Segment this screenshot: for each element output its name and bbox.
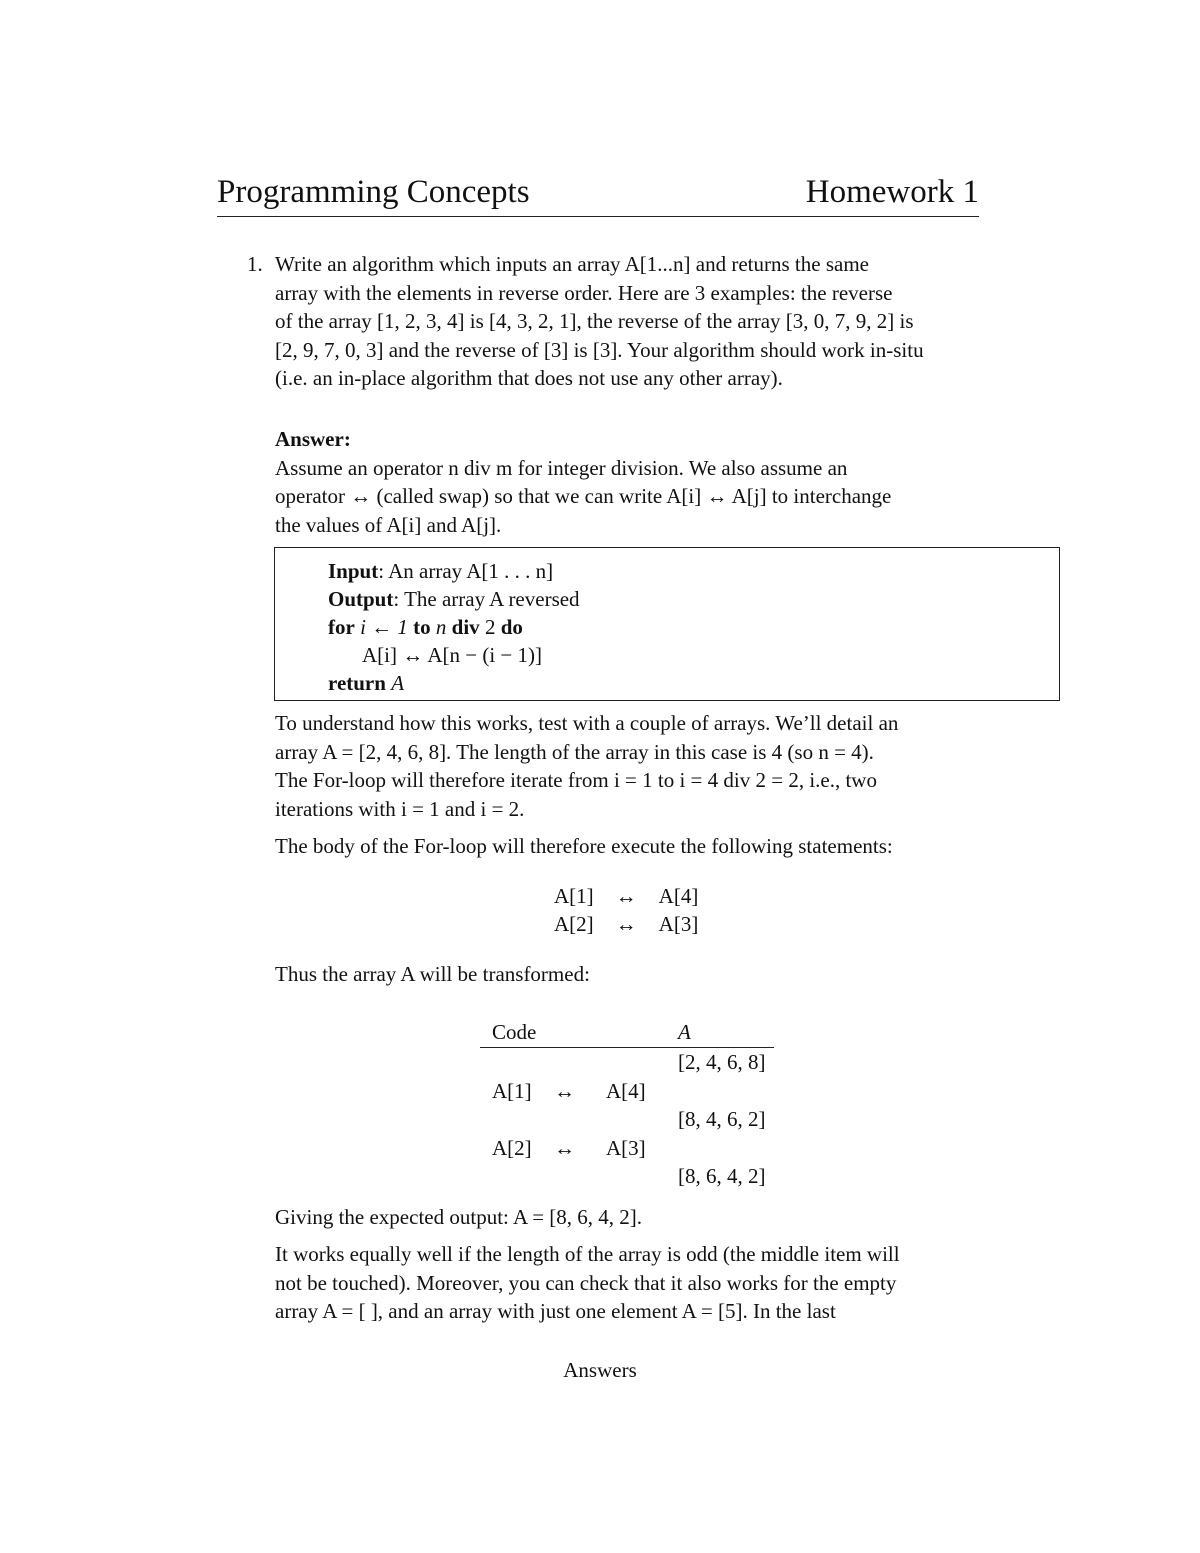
question-line: Write an algorithm which inputs an array A[1...n] and returns the same: [275, 252, 869, 276]
closing-line: not be touched). Moreover, you can check that it also works for the empty: [275, 1270, 897, 1295]
algorithm-box: [274, 547, 1060, 701]
algo-input-line: [328, 557, 580, 585]
swap-statement: A[i] ↔ A[n − (i − 1)]: [362, 643, 542, 667]
table-row: [480, 1048, 774, 1077]
trace-table-header: [480, 1018, 774, 1048]
swap-operator: ↔: [615, 884, 637, 908]
answer-intro-line: operator ↔ (called swap) so that we can write A[i] ↔ A[j] to interchange: [275, 484, 892, 509]
answer-intro-line: Assume an operator n div m for integer division. We also assume an: [275, 455, 848, 480]
page-header: [217, 172, 979, 212]
body-intro: The body of the For-loop will therefore execute the following statements:: [275, 834, 893, 858]
page-footer: Answers: [563, 1358, 637, 1382]
to-keyword: to: [413, 615, 431, 639]
question-line: (i.e. an in-place algorithm that does not use any other array).: [275, 366, 783, 391]
row-left: [492, 1048, 554, 1077]
row-op: ↔: [554, 1078, 575, 1103]
for-keyword: for: [328, 615, 355, 639]
closing-line: array A = [ ], and an array with just one element A = [5]. In the last: [275, 1299, 836, 1324]
row-right: A[4]: [606, 1078, 646, 1103]
trace-table: [480, 1018, 774, 1191]
answer-section: [275, 425, 979, 539]
result-line: Giving the expected output: A = [8, 6, 4, 2].: [275, 1205, 643, 1229]
div-keyword: div: [451, 615, 480, 639]
question-line: [2, 9, 7, 0, 3] and the reverse of [3] is [3]. Your algorithm should work in-situ: [275, 337, 924, 362]
statement-left: A[2]: [554, 912, 594, 936]
row-state: [678, 1077, 786, 1106]
row-left: [492, 1105, 554, 1134]
row-left: A[2]: [492, 1135, 532, 1160]
row-right: [606, 1105, 678, 1134]
row-op: [554, 1048, 606, 1077]
row-right: [606, 1162, 678, 1191]
row-left: [492, 1162, 554, 1191]
for-bound-n: n: [435, 615, 447, 639]
table-row: [480, 1134, 774, 1163]
header-rule: [217, 216, 979, 217]
assignment-title: Homework 1: [805, 174, 979, 210]
swap-operator: ↔: [615, 912, 637, 936]
course-title: Programming Concepts: [217, 174, 530, 210]
header-array: A: [678, 1020, 691, 1044]
table-row: [480, 1077, 774, 1106]
algo-body-line: [328, 641, 580, 669]
swap-statements: [554, 882, 698, 938]
closing-line: It works equally well if the length of the array is odd (the middle item will: [275, 1242, 900, 1266]
algo-output-text: : The array A reversed: [393, 587, 580, 611]
explain-line: To understand how this works, test with a couple of arrays. We’ll detail an: [275, 711, 899, 735]
row-left: A[1]: [492, 1078, 532, 1103]
question-line: array with the elements in reverse order. Here are 3 examples: the reverse: [275, 280, 893, 305]
row-op: [554, 1162, 606, 1191]
row-state: [678, 1134, 786, 1163]
for-bound-2: 2: [484, 615, 496, 639]
statement-right: A[4]: [658, 884, 699, 908]
algo-output-label: Output: [328, 587, 394, 611]
statement-left: A[1]: [554, 884, 594, 908]
explain-line: array A = [2, 4, 6, 8]. The length of the array in this case is 4 (so n = 4).: [275, 739, 874, 764]
for-variable: i ← 1: [360, 615, 408, 639]
question-line: of the array [1, 2, 3, 4] is [4, 3, 2, 1], the reverse of the array [3, 0, 7, 9, 2] is: [275, 309, 914, 334]
statement-right: A[3]: [658, 912, 699, 936]
transform-intro: Thus the array A will be transformed:: [275, 962, 590, 986]
explain-line: The For-loop will therefore iterate from i = 1 to i = 4 div 2 = 2, i.e., two: [275, 768, 877, 793]
return-keyword: return: [328, 671, 386, 695]
table-row: [480, 1105, 774, 1134]
algo-input-label: Input: [328, 559, 379, 583]
algo-input-text: : An array A[1 . . . n]: [378, 559, 554, 583]
row-state: [8, 4, 6, 2]: [678, 1107, 766, 1132]
algo-return-line: [328, 669, 580, 697]
algo-output-line: [328, 585, 580, 613]
row-right: A[3]: [606, 1135, 646, 1160]
row-op: ↔: [554, 1135, 575, 1160]
row-state: [2, 4, 6, 8]: [678, 1050, 766, 1074]
explanation: [275, 709, 979, 823]
row-state: [8, 6, 4, 2]: [678, 1164, 766, 1189]
question-number: 1.: [247, 252, 263, 276]
row-op: [554, 1105, 606, 1134]
header-code: Code: [492, 1020, 537, 1044]
table-row: [480, 1162, 774, 1191]
return-value: A: [391, 671, 405, 695]
closing-paragraph: [275, 1240, 979, 1326]
question-text: [275, 250, 979, 393]
answer-label: Answer:: [275, 427, 351, 451]
answer-intro-line: the values of A[i] and A[j].: [275, 512, 502, 537]
row-right: [606, 1048, 678, 1077]
do-keyword: do: [500, 615, 523, 639]
algo-for-line: [328, 613, 580, 641]
explain-line: iterations with i = 1 and i = 2.: [275, 796, 525, 821]
